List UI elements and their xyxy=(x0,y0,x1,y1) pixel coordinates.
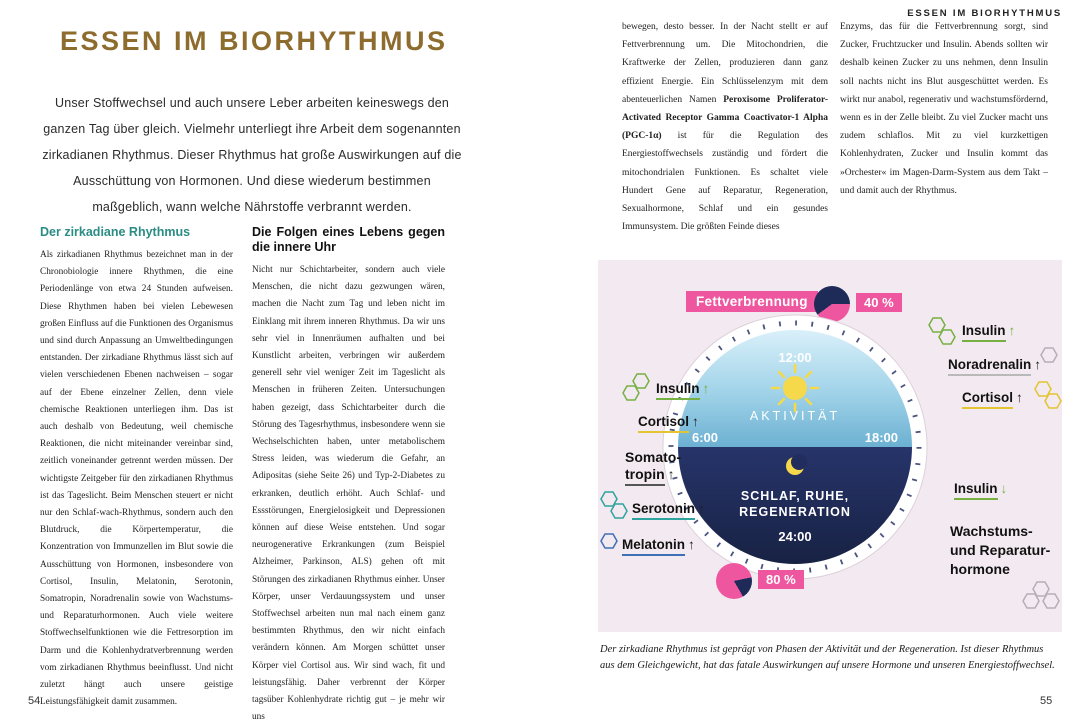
up-arrow-icon: ↑ xyxy=(692,414,699,429)
clock-time-24: 24:00 xyxy=(778,529,812,544)
column-4-text: Enzyms, das für die Fettverbrennung sorgt, sind Zucker, Fruchtzucker und Insulin. Abends sollten wir deshalb keinen Zucker zu uns nehmen, denn Insulin soll nachts nicht ins Blut ausgeschüttet werden. Es wirkt nur anabol, regenerativ und wachstumsfördernd, wenn es in der Zelle bleibt. Zu viel Zucker macht uns zudem schlaflos. Mit zu viel kurzkettigen Kohlenhydraten, Zucker und Insulin kommt das »Orchester« im Magen-Darm-System aus dem Takt – und damit auch der Rhythmus. xyxy=(840,22,1048,196)
clock-time-6: 6:00 xyxy=(692,430,719,445)
circadian-diagram xyxy=(598,260,1062,632)
label-cortisol-right: Cortisol ↑ xyxy=(962,389,1023,409)
column-1-text: Als zirkadianen Rhythmus bezeichnet man in der Chronobiologie innere Rhythmen, die eine Periodenlänge von etwa 24 Stunden aufweisen. Diese Rhythmen haben bei vielen Lebewesen großen Einfluss auf die Funktionen des Organismus und sind durch Anpassung an Umweltbedingungen entstanden. Der zirkadiane Rhythmus lässt sich auf vielen verschiedenen Ebenen nachweisen – sogar auf der Ebene einzelner Zellen, denn viele chemische Reaktionen unterliegen ihm. Das ist auch deshalb von Bedeutung, weil chemische Reaktionen, die nicht miteinander vereinbar sind, zeitlich voneinander getrennt werden müssen. Der wichtigste Zeitgeber für den zirkadianen Rhythmus ist das Tageslicht. Beim Menschen steuert er nicht nur den Schlaf-wach-Rhythmus, sondern auch den Blutdruck, die Körpertemperatur, die Konzentration von Immunzellen im Blut sowie die Ausschüttung von Hormonen, insbesondere von Cortisol, Insulin, Melatonin, Serotonin, Somatropin, Noradrenalin sowie von Wachstums- und Reparaturhormonen. Auch viele weitere Stoffwechselfunktionen wie die Fettresorption im Darm und die Kohlenhydratverbrennung werden vom zirkadianen Rhythmus beeinflusst. Und nicht zuletzt hängt auch unsere geistige Leistungsfähigkeit damit zusammen. xyxy=(40,250,233,708)
up-arrow-icon: ↑ xyxy=(1016,390,1023,405)
label-melatonin: Melatonin ↑ xyxy=(622,536,695,556)
clock-time-12: 12:00 xyxy=(778,350,812,365)
up-arrow-icon: ↑ xyxy=(702,381,710,396)
column-2 xyxy=(252,225,445,726)
page-title: ESSEN IM BIORHYTHMUS xyxy=(60,26,448,56)
column-3-text-after: ist für die Regulation des Energiestoffwechsels zuständig und fördert die mitochondrialen Funktionen. Es schaltet viele Hundert Gene auf Reparatur, Regeneration, Sexualhormone, Schlaf und ein gesundes Immunsystem. Die größten Feinde dieses xyxy=(622,131,828,233)
label-insulin-day-left: Insulin ↑ xyxy=(656,380,709,400)
up-arrow-icon: ↑ xyxy=(698,501,705,516)
column-3 xyxy=(622,18,828,236)
label-insulin-night: Insulin ↓ xyxy=(954,480,1007,500)
molecule-hexagon-icon xyxy=(622,372,654,404)
sleep-label-line1: SCHLAF, RUHE, xyxy=(740,489,850,503)
night-fat-pie xyxy=(716,563,752,599)
sun-icon-disc xyxy=(783,376,807,400)
column-3-text-before: bewegen, desto besser. In der Nacht stellt er auf Fettverbrennung um. Die Mitochondrien, die Kraftwerke der Zellen, produzieren dann ganz effizient Energie. Ein Schlüsselenzym mit dem abenteuerlichen Namen xyxy=(622,22,828,105)
label-cortisol-left: Cortisol ↑ xyxy=(638,413,699,433)
figure-caption: Der zirkadiane Rhythmus ist geprägt von Phasen der Aktivität und der Regeneration. Ist dieser Rhythmus aus dem Gleichgewicht, hat das fatale Auswirkungen auf unsere Hormone und unseren Energiestoffwechsel. xyxy=(600,644,1055,671)
down-arrow-icon: ↓ xyxy=(1000,481,1008,496)
section-heading-zirkadiane-rhythmus: Der zirkadiane Rhythmus xyxy=(40,225,191,239)
intro-paragraph: Unser Stoffwechsel und auch unsere Leber arbeiten keineswegs den ganzen Tag über gleich. Vielmehr unterliegt ihre Arbeit dem sogenannten zirkadianen Rhythmus. Dieser Rhythmus hat große Auswirkungen auf die Ausschüttung von Hormonen. Und diese wiederum bestimmen maßgeblich, wann welche Nährstoffe verbrannt werden. xyxy=(42,96,462,214)
page-number-right: 55 xyxy=(1040,695,1053,707)
enzyme-name-bold: Peroxisome Proliferator-Activated Receptor Gamma Coactivator-1 Alpha (PGC-1α) xyxy=(622,94,828,142)
running-head: ESSEN IM BIORHYTHMUS xyxy=(907,8,1062,19)
clock-time-18: 18:00 xyxy=(864,430,898,445)
circadian-clock xyxy=(662,314,928,580)
sleep-label-line2: REGENERATION xyxy=(739,505,851,519)
label-serotonin: Serotonin ↑ xyxy=(632,500,705,520)
section-heading-folgen: Die Folgen eines Lebens gegen die innere Uhr xyxy=(252,225,445,254)
column-2-text: Nicht nur Schichtarbeiter, sondern auch viele Menschen, die nicht dazu gezwungen wären, machen die Nacht zum Tag und leben nicht im Einklang mit ihrem inneren Rhythmus. Da wir uns sehr viel in Innenräumen aufhalten und bei Kunstlicht arbeiten, verbringen wir außerdem generell sehr viel weniger Zeit im Tageslicht als Menschen in früheren Zeiten. Untersuchungen haben gezeigt, dass Schichtarbeiter durch die Störung des Tagesrhythmus, insbesondere wenn sie Wechselschichten haben, unter metabolischem Stress leiden, was wiederum die Gefahr, an Adipositas (siehe Seite 26) und Typ-2-Diabetes zu erkranken, deutlich erhöht. Auch Schlaf- und Essstörungen, Energielosigkeit und Depressionen können auf diese Weise entstehen. Und sogar neurogenerative Erkrankungen (zum Beispiel Alzheimer, Parkinson, ALS) gehen oft mit Störungen des zirkadianen Rhythmus einher. Unser Körper, unser Verdauungssystem und unser Stoffwechsel arbeiten nun mal nach einem ganz bestimmten Rhythmus, den wir nicht einfach verändern können. Am Morgen schüttet unser Körper viel Cortisol aus. Wir sind wach, fit und leistungsfähig. Daher verbrennt der Körper tagsüber Kohlenhydrate richtig gut – je mehr wir uns xyxy=(252,265,445,723)
up-arrow-icon: ↑ xyxy=(1034,357,1042,372)
label-growth-hormones: Wachstums- und Reparatur- hormone xyxy=(950,523,1051,577)
label-noradrenalin: Noradrenalin ↑ xyxy=(948,356,1041,376)
molecule-hexagon-icon xyxy=(600,490,632,522)
label-insulin-day-right: Insulin ↑ xyxy=(962,322,1015,342)
column-3-text xyxy=(622,18,828,236)
column-1 xyxy=(40,225,233,711)
up-arrow-icon: ↑ xyxy=(667,466,675,482)
up-arrow-icon: ↑ xyxy=(688,537,695,552)
molecule-hexagon-icon xyxy=(1040,346,1060,366)
night-fat-percent-badge: 80 % xyxy=(758,570,804,589)
molecule-hexagon-icon xyxy=(600,532,620,552)
day-fat-percent-badge: 40 % xyxy=(856,293,902,312)
up-arrow-icon: ↑ xyxy=(1008,323,1016,338)
molecule-hexagon-icon xyxy=(928,316,960,348)
molecule-hexagon-icon xyxy=(1034,380,1066,412)
column-4 xyxy=(840,18,1048,200)
fat-burning-label: Fettverbrennung xyxy=(686,291,818,312)
activity-label: AKTIVITÄT xyxy=(749,409,841,423)
molecule-hexagon-icon xyxy=(1018,580,1062,624)
page-number-left: 54 xyxy=(28,695,41,707)
label-somatotropin: Somato- tropin ↑ xyxy=(625,449,681,486)
